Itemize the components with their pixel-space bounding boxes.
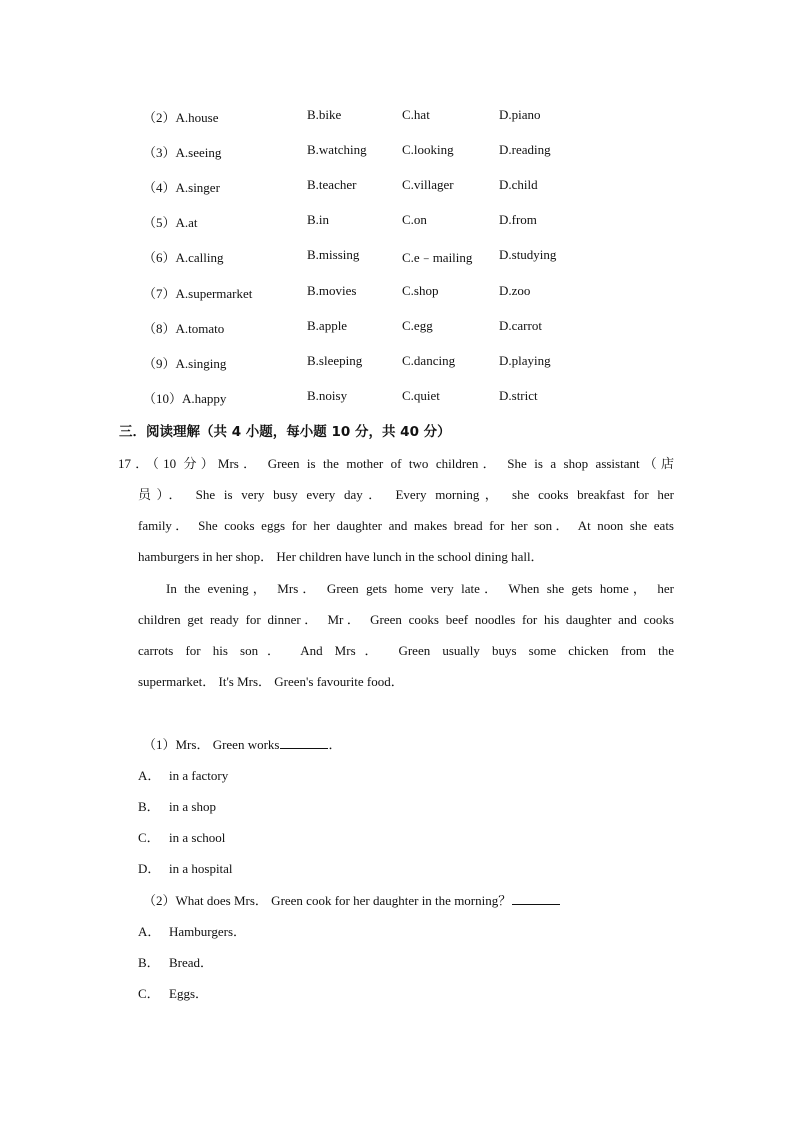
option-d: D.from [499,212,537,227]
option-d: D.child [499,177,538,192]
choice[interactable] [138,858,233,877]
choice-text: in a shop [169,799,216,814]
option-c: C.e﹣mailing [402,250,473,265]
option-c: C.shop [402,283,439,298]
option-d: D.playing [499,353,551,368]
option-b: B.apple [307,318,348,333]
option-row [0,247,794,267]
choice-letter: C． [138,830,160,845]
passage-line: supermarket． It's Mrs． Green's favourite food． [138,674,404,689]
option-row [0,177,794,197]
passage-line: In the evening， Mrs． Green gets home very late． When she gets home， her [166,581,674,596]
option-a: （7）A.supermarket [143,286,253,301]
option-d: D.carrot [499,318,542,333]
choice-text: Hamburgers． [169,924,247,939]
option-row [0,283,794,303]
option-c: C.egg [402,318,433,333]
option-row [0,353,794,373]
answer-blank[interactable] [280,737,328,749]
option-c: C.dancing [402,353,456,368]
option-a: （6）A.calling [143,250,224,265]
option-a: （3）A.seeing [143,145,222,160]
choice-text: Eggs． [169,986,209,1001]
choice-letter: B． [138,955,160,970]
section-title: 三．阅读理解（共 4 小题，每小题 10 分，共 40 分） [119,424,451,440]
question-1-stem: （1）Mrs． Green works [143,737,280,752]
choice[interactable] [138,952,213,971]
question-1-end: ． [328,737,342,752]
option-d: D.strict [499,388,538,403]
option-b: B.movies [307,283,357,298]
question-1 [143,734,342,753]
option-c: C.looking [402,142,454,157]
option-d: D.piano [499,107,541,122]
choice[interactable] [138,827,225,846]
question-2 [143,890,560,909]
option-row [0,318,794,338]
option-a: （4）A.singer [143,180,220,195]
choice-letter: C． [138,986,160,1001]
choice-letter: A． [138,924,161,939]
option-a: （9）A.singing [143,356,227,371]
option-b: B.teacher [307,177,357,192]
choice-letter: B． [138,799,160,814]
option-c: C.hat [402,107,430,122]
passage-line: carrots for his son． And Mrs． Green usually buys some chicken from the [138,643,674,658]
choice-text: in a factory [169,768,229,783]
passage-line: hamburgers in her shop． Her children have lunch in the school dining hall． [138,549,544,564]
choice[interactable] [138,796,216,815]
option-b: B.watching [307,142,367,157]
passage-line: family． She cooks eggs for her daughter and makes bread for her son． At noon she eats [138,518,674,533]
option-b: B.missing [307,247,360,262]
option-row [0,388,794,408]
option-c: C.villager [402,177,454,192]
passage-line: 17．（10 分）Mrs． Green is the mother of two children． She is a shop assistant（店 [118,456,674,471]
choice[interactable] [138,983,208,1002]
question-2-stem: （2）What does Mrs． Green cook for her daughter in the morning？ [143,893,512,908]
option-a: （2）A.house [143,110,219,125]
choice-text: in a hospital [169,861,233,876]
passage-line: 员）． She is very busy every day． Every morning， she cooks breakfast for her [138,487,674,502]
option-d: D.studying [499,247,557,262]
option-row [0,212,794,232]
choice-text: in a school [169,830,226,845]
option-row [0,107,794,127]
option-d: D.reading [499,142,551,157]
option-a: （5）A.at [143,215,198,230]
option-a: （8）A.tomato [143,321,225,336]
answer-blank[interactable] [512,893,560,905]
choice[interactable] [138,921,246,940]
option-b: B.bike [307,107,342,122]
option-b: B.in [307,212,330,227]
option-c: C.quiet [402,388,440,403]
choice-letter: A． [138,768,161,783]
option-d: D.zoo [499,283,531,298]
choice[interactable] [138,765,228,784]
option-c: C.on [402,212,427,227]
passage-line: children get ready for dinner． Mr． Green cooks beef noodles for his daughter and cooks [138,612,674,627]
option-row [0,142,794,162]
option-a: （10）A.happy [143,391,227,406]
choice-letter: D． [138,861,161,876]
choice-text: Bread． [169,955,214,970]
option-b: B.sleeping [307,353,363,368]
option-b: B.noisy [307,388,348,403]
